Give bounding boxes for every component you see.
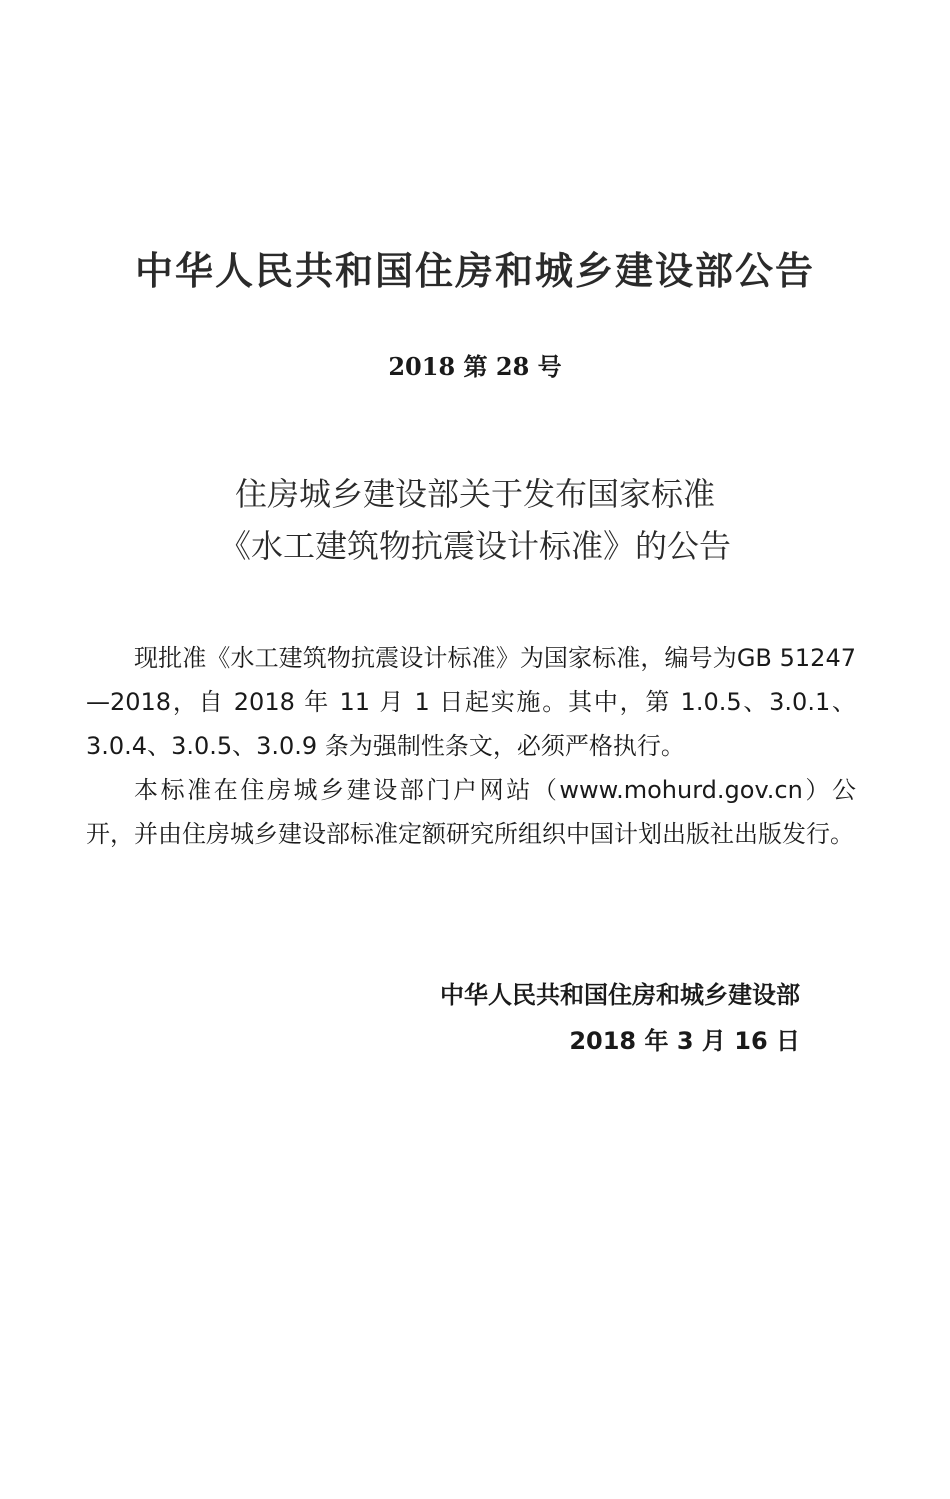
notice-body (86, 636, 856, 856)
signature-block (440, 972, 800, 1064)
notice-title (0, 468, 950, 572)
body-paragraph-2: 本标准在住房城乡建设部门户网站（www.mohurd.gov.cn）公开，并由住房城乡建设部标准定额研究所组织中国计划出版社出版发行。 (86, 776, 856, 848)
issue-date: 2018 年 3 月 16 日 (569, 1027, 800, 1055)
notice-title-line-2: 《水工建筑物抗震设计标准》的公告 (218, 527, 731, 565)
body-paragraph-1: 现批准《水工建筑物抗震设计标准》为国家标准，编号为GB 51247—2018，自 2018 年 11 月 1 日起实施。其中，第 1.0.5、3.0.1、3.0.4、3.0.5、3.0.9 条为强制性条文，必须严格执行。 (86, 644, 856, 760)
document-number: 2018 第 28 号 (388, 352, 562, 381)
announcement-header: 中华人民共和国住房和城乡建设部公告 (134, 249, 815, 293)
issuer-name: 中华人民共和国住房和城乡建设部 (440, 981, 800, 1009)
notice-title-line-1: 住房城乡建设部关于发布国家标准 (234, 475, 715, 513)
